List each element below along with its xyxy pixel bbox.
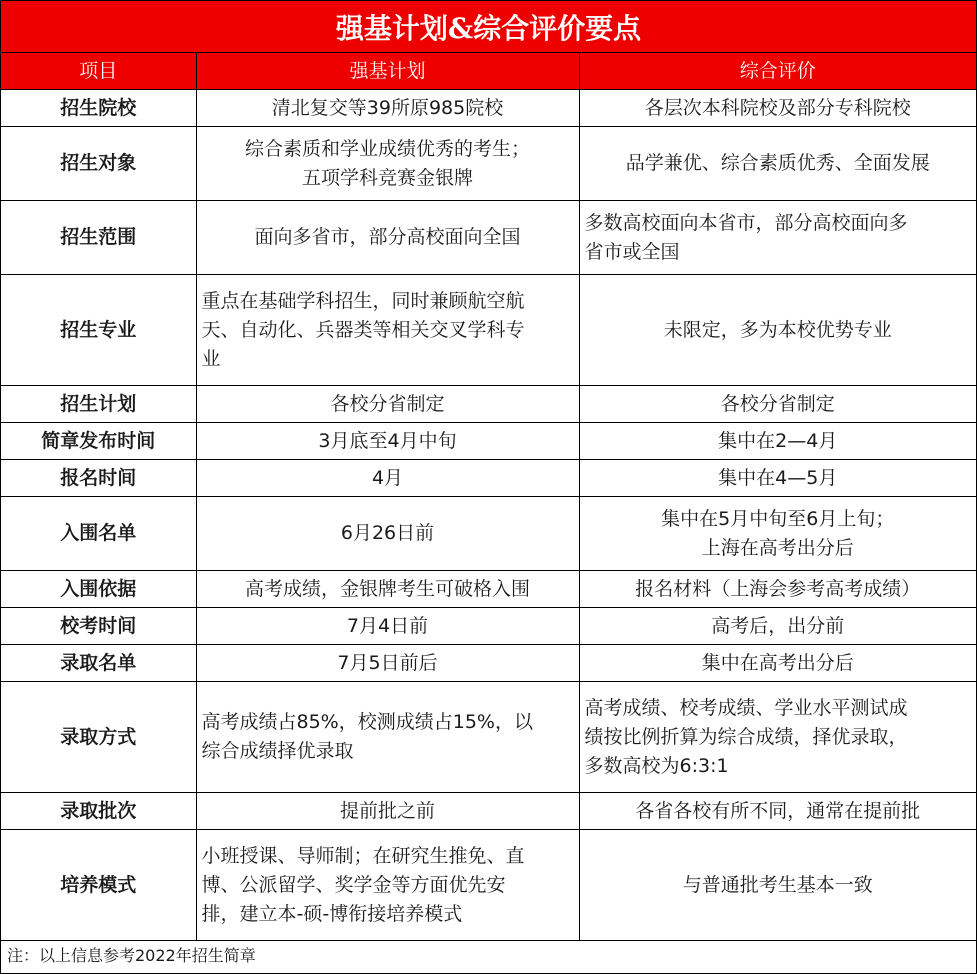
qiangji-cell: [196, 793, 579, 830]
zonghe-cell: [579, 275, 976, 386]
row-label: 录取名单: [1, 645, 196, 682]
cell-line: 综合成绩择优录取: [201, 740, 354, 762]
zonghe-cell: [579, 90, 976, 127]
footnote: 注：以上信息参考2022年招生简章: [7, 946, 256, 965]
cell-line: 集中在4—5月: [718, 466, 838, 489]
cell-line: 7月4日前: [346, 614, 429, 637]
cell-line: 绩按比例折算为综合成绩，择优录取，: [584, 725, 908, 748]
cell-line: 高考成绩、校考成绩、学业水平测试成: [584, 696, 908, 719]
table-row: [1, 830, 976, 941]
cell-line: 品学兼优、综合素质优秀、全面发展: [625, 152, 930, 174]
cell-line: 集中在2—4月: [718, 429, 838, 452]
cell-line: 提前批之前: [339, 799, 435, 822]
table-row: [1, 793, 976, 830]
table-row: [1, 460, 976, 497]
cell-line: 重点在基础学科招生，同时兼顾航空航: [201, 289, 525, 312]
qiangji-cell: [196, 460, 579, 497]
row-label: 录取方式: [1, 682, 196, 793]
cell-line: 小班授课、导师制；在研究生推免、直: [201, 844, 525, 867]
row-label: 入围名单: [1, 497, 196, 571]
row-label: 入围依据: [1, 571, 196, 608]
cell-line: 高考成绩占85%，校测成绩占15%，以: [201, 711, 533, 733]
cell-line: 高考后，出分前: [711, 614, 845, 637]
zonghe-cell: [579, 608, 976, 645]
qiangji-cell: [196, 497, 579, 571]
qiangji-cell: [196, 90, 579, 127]
row-label: 招生计划: [1, 386, 196, 423]
qiangji-cell: [196, 608, 579, 645]
table-row: [1, 127, 976, 201]
row-label: 培养模式: [1, 830, 196, 941]
qiangji-cell: [196, 423, 579, 460]
qiangji-cell: [196, 127, 579, 201]
table-row: [1, 571, 976, 608]
qiangji-cell: [196, 201, 579, 275]
zonghe-cell: [579, 423, 976, 460]
row-label: 简章发布时间: [1, 423, 196, 460]
cell-line: 集中在5月中旬至6月上旬；: [661, 507, 895, 530]
table-row: [1, 645, 976, 682]
row-label: 招生对象: [1, 127, 196, 201]
header-zonghe: 综合评价: [579, 53, 976, 90]
zonghe-cell: [579, 645, 976, 682]
zonghe-cell: [579, 793, 976, 830]
cell-line: 省市或全国: [584, 240, 680, 263]
sheet-title: 强基计划&综合评价要点: [1, 1, 976, 53]
table-row: [1, 201, 976, 275]
row-label: 招生范围: [1, 201, 196, 275]
cell-line: 多数高校为6:3:1: [584, 754, 729, 777]
cell-line: 4月: [371, 466, 404, 489]
table-row: [1, 275, 976, 386]
cell-line: 高考成绩，金银牌考生可破格入围: [244, 577, 530, 600]
cell-line: 与普通批考生基本一致: [682, 873, 873, 896]
row-label: 录取批次: [1, 793, 196, 830]
cell-line: 天、自动化、兵器类等相关交叉学科专: [201, 318, 525, 341]
cell-line: 各层次本科院校及部分专科院校: [644, 96, 911, 119]
qiangji-cell: [196, 830, 579, 941]
table-row: [1, 497, 976, 571]
qiangji-cell: [196, 571, 579, 608]
cell-line: 清北复交等39所原985院校: [271, 96, 504, 119]
cell-line: 集中在高考出分后: [701, 651, 854, 674]
cell-line: 多数高校面向本省市，部分高校面向多: [584, 211, 908, 234]
cell-line: 综合素质和学业成绩优秀的考生；: [244, 137, 530, 160]
header-qiangji: 强基计划: [196, 53, 579, 90]
cell-line: 排，建立本-硕-博衔接培养模式: [201, 902, 463, 925]
table-row: [1, 682, 976, 793]
cell-line: 上海在高考出分后: [701, 536, 854, 559]
row-label: 校考时间: [1, 608, 196, 645]
zonghe-cell: [579, 386, 976, 423]
table-row: [1, 90, 976, 127]
zonghe-cell: [579, 830, 976, 941]
qiangji-cell: [196, 275, 579, 386]
zonghe-cell: [579, 497, 976, 571]
comparison-table: [1, 53, 976, 941]
header-item: 项目: [1, 53, 196, 90]
zonghe-cell: [579, 460, 976, 497]
table-row: [1, 386, 976, 423]
cell-line: 各校分省制定: [720, 392, 835, 415]
table-row: [1, 608, 976, 645]
table-header-row: [1, 53, 976, 90]
cell-line: 各省各校有所不同，通常在提前批: [635, 799, 921, 822]
qiangji-cell: [196, 645, 579, 682]
qiangji-cell: [196, 386, 579, 423]
zonghe-cell: [579, 571, 976, 608]
cell-line: 各校分省制定: [330, 392, 445, 415]
row-label: 报名时间: [1, 460, 196, 497]
cell-line: 报名材料（上海会参考高考成绩）: [635, 577, 921, 600]
cell-line: 7月5日前后: [337, 651, 438, 674]
cell-line: 业: [201, 347, 221, 370]
zonghe-cell: [579, 127, 976, 201]
row-label: 招生院校: [1, 90, 196, 127]
zonghe-cell: [579, 682, 976, 793]
cell-line: 面向多省市，部分高校面向全国: [254, 226, 521, 248]
table-body: [1, 90, 976, 941]
cell-line: 3月底至4月中旬: [318, 429, 457, 452]
cell-line: 博、公派留学、奖学金等方面优先安: [201, 873, 506, 896]
cell-line: 6月26日前: [340, 522, 435, 544]
cell-line: 未限定，多为本校优势专业: [663, 318, 892, 341]
cell-line: 五项学科竞赛金银牌: [301, 166, 473, 189]
zonghe-cell: [579, 201, 976, 275]
qiangji-cell: [196, 682, 579, 793]
row-label: 招生专业: [1, 275, 196, 386]
table-row: [1, 423, 976, 460]
